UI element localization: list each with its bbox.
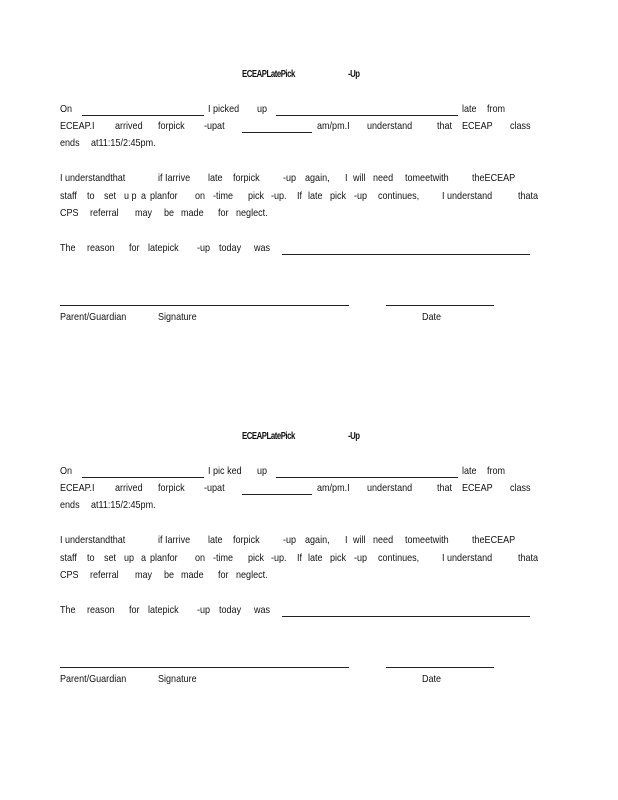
text: I understand [442, 190, 493, 202]
text: forpick [233, 172, 260, 184]
text: neglect. [236, 569, 268, 581]
text-up: up [257, 465, 268, 477]
text: again, [305, 172, 330, 184]
text: -upat [204, 120, 225, 132]
text: planfor [150, 190, 178, 202]
text: ECEAP [462, 482, 493, 494]
text: set [104, 552, 117, 564]
text: I understandthat [60, 534, 126, 546]
date-blank[interactable] [82, 477, 204, 478]
text: The [60, 604, 76, 616]
text: on [195, 552, 206, 564]
text: theECEAP [472, 534, 516, 546]
text: made [181, 207, 204, 219]
date-label: Date [422, 673, 442, 685]
text: I [345, 534, 348, 546]
date-blank[interactable] [82, 115, 204, 116]
text: -up [354, 190, 368, 202]
text: up [124, 552, 135, 564]
text: tomeetwith [405, 172, 449, 184]
text: continues, [378, 552, 420, 564]
text: pick [248, 190, 265, 202]
date-label: Date [422, 311, 442, 323]
text: reason [87, 242, 115, 254]
text: arrived [115, 120, 143, 132]
text: forpick [233, 534, 260, 546]
text: I [345, 172, 348, 184]
text: will [353, 534, 366, 546]
form-title-suffix: -Up [348, 69, 360, 80]
text: ECEAP.I [60, 120, 95, 132]
text: I understand [442, 552, 493, 564]
text: referral [90, 569, 119, 581]
text: be [164, 569, 175, 581]
reason-blank[interactable] [282, 616, 530, 617]
date-line[interactable] [386, 667, 494, 668]
text: tomeetwith [405, 534, 449, 546]
time-blank[interactable] [242, 494, 312, 495]
text: CPS [60, 569, 79, 581]
text-late: late [462, 465, 477, 477]
text: today [219, 604, 242, 616]
text: understand [367, 482, 413, 494]
text: need [373, 534, 394, 546]
text: I understandthat [60, 172, 126, 184]
text: continues, [378, 190, 420, 202]
text: ends [60, 499, 80, 511]
text: neglect. [236, 207, 268, 219]
text: am/pm.I [317, 120, 350, 132]
text: on [195, 190, 206, 202]
text: that [437, 482, 453, 494]
form-title: ECEAPLatePick [242, 69, 295, 80]
text: forpick [158, 482, 185, 494]
text-on: On [60, 103, 73, 115]
form-title: ECEAPLatePick [242, 431, 295, 442]
text: that [437, 120, 453, 132]
text: -up. [271, 552, 287, 564]
text: staff [60, 190, 77, 202]
text: u p [124, 190, 137, 202]
text: -time [213, 552, 234, 564]
text: late [308, 190, 323, 202]
text: CPS [60, 207, 79, 219]
text: today [219, 242, 242, 254]
text: -up [197, 604, 211, 616]
text: was [254, 604, 271, 616]
text: to [87, 552, 95, 564]
text: -up [197, 242, 211, 254]
text: referral [90, 207, 119, 219]
text: thata [518, 190, 539, 202]
time-blank[interactable] [242, 132, 312, 133]
text: pick [248, 552, 265, 564]
text: understand [367, 120, 413, 132]
text: at11:15/2:45pm. [91, 137, 156, 149]
late-pickup-form-1 [0, 0, 618, 360]
text: for [218, 569, 229, 581]
text: late [208, 172, 223, 184]
text: for [129, 604, 140, 616]
text: may [135, 207, 153, 219]
text: will [353, 172, 366, 184]
text: -upat [204, 482, 225, 494]
parent-guardian-label: Parent/Guardian [60, 311, 127, 323]
signature-line[interactable] [60, 667, 349, 668]
text: am/pm.I [317, 482, 350, 494]
text: The [60, 242, 76, 254]
text: be [164, 207, 175, 219]
child-name-blank[interactable] [276, 115, 458, 116]
text: a [141, 552, 147, 564]
text: theECEAP [472, 172, 516, 184]
text: planfor [150, 552, 178, 564]
text: a [141, 190, 147, 202]
text: late [308, 552, 323, 564]
signature-label: Signature [158, 673, 197, 685]
text: latepick [148, 604, 179, 616]
text: -up. [271, 190, 287, 202]
text: ECEAP [462, 120, 493, 132]
text-up: up [257, 103, 268, 115]
text: if Iarrive [158, 534, 191, 546]
text: at11:15/2:45pm. [91, 499, 156, 511]
signature-line[interactable] [60, 305, 349, 306]
text: ends [60, 137, 80, 149]
text: class [510, 482, 531, 494]
text: arrived [115, 482, 143, 494]
text: class [510, 120, 531, 132]
text: pick [330, 552, 347, 564]
parent-guardian-label: Parent/Guardian [60, 673, 127, 685]
form-title-suffix: -Up [348, 431, 360, 442]
text: If [297, 190, 303, 202]
text: for [218, 207, 229, 219]
text: -up [283, 534, 297, 546]
text-late: late [462, 103, 477, 115]
text: if Iarrive [158, 172, 191, 184]
text: forpick [158, 120, 185, 132]
text: to [87, 190, 95, 202]
text: thata [518, 552, 539, 564]
child-name-blank[interactable] [276, 477, 458, 478]
text-on: On [60, 465, 73, 477]
signature-label: Signature [158, 311, 197, 323]
text: latepick [148, 242, 179, 254]
text: made [181, 569, 204, 581]
text: reason [87, 604, 115, 616]
text: staff [60, 552, 77, 564]
text-picked: I picked [208, 103, 240, 115]
text: -up [283, 172, 297, 184]
text: may [135, 569, 153, 581]
text: pick [330, 190, 347, 202]
text: -up [354, 552, 368, 564]
late-pickup-form-2 [0, 362, 618, 722]
text-picked: I pic ked [208, 465, 242, 477]
text: again, [305, 534, 330, 546]
text-from: from [487, 103, 506, 115]
date-line[interactable] [386, 305, 494, 306]
text: set [104, 190, 117, 202]
text: ECEAP.I [60, 482, 95, 494]
text: -time [213, 190, 234, 202]
text: If [297, 552, 303, 564]
reason-blank[interactable] [282, 254, 530, 255]
text-from: from [487, 465, 506, 477]
text: need [373, 172, 394, 184]
text: late [208, 534, 223, 546]
text: for [129, 242, 140, 254]
text: was [254, 242, 271, 254]
